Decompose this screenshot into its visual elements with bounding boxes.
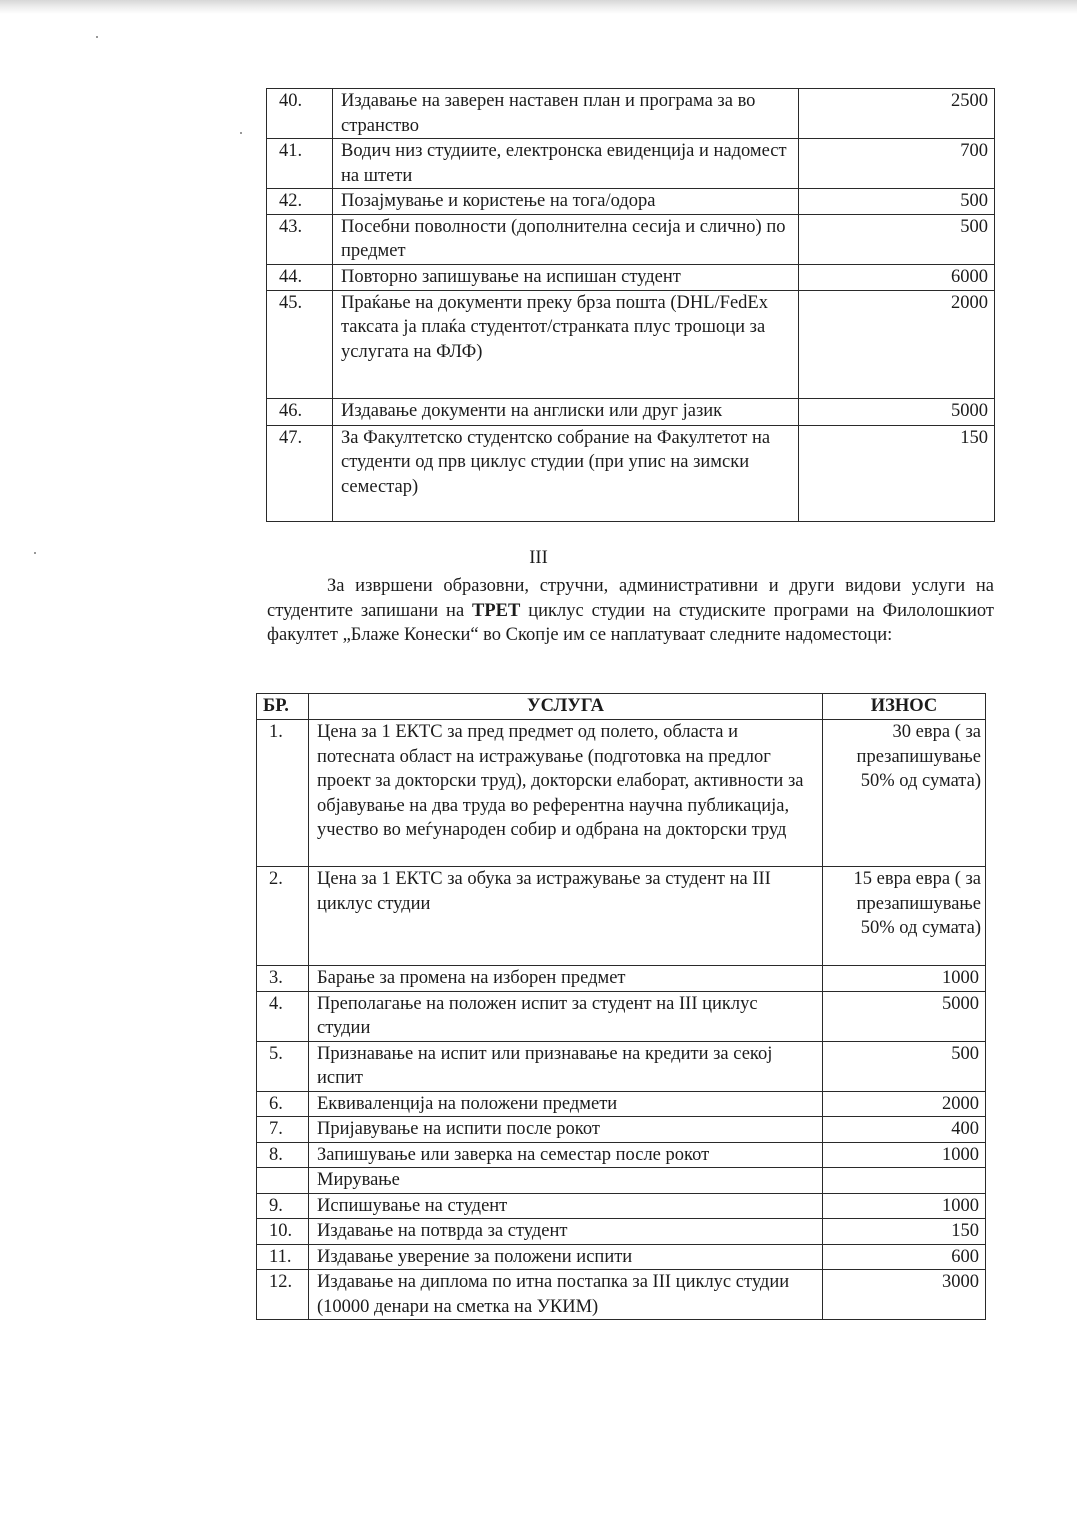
service-cell: Издавање на диплома по итна постапка за III циклус студии (10000 денари на сметка на УКИМ) <box>309 1270 823 1320</box>
amount-cell: 500 <box>823 1041 986 1091</box>
amount-cell: 5000 <box>823 991 986 1041</box>
table-row <box>257 1244 986 1270</box>
table-row <box>257 991 986 1041</box>
amount-cell: 600 <box>823 1244 986 1270</box>
scan-speck <box>240 132 242 134</box>
amount-cell: 400 <box>823 1117 986 1143</box>
table-row <box>267 89 995 139</box>
service-cell: Пријавување на испити после рокот <box>309 1117 823 1143</box>
service-cell: За Факултетско студентско собрание на Факултетот на студенти од прв циклус студии (при упис на зимски семестар) <box>333 425 799 521</box>
service-cell: Посебни поволности (дополнителна сесија и слично) по предмет <box>333 214 799 264</box>
row-number: 7. <box>257 1117 309 1143</box>
amount-cell: 1000 <box>823 1142 986 1168</box>
amount-cell: 500 <box>799 214 995 264</box>
row-number: 41. <box>267 139 333 189</box>
section-paragraph <box>267 574 994 648</box>
table-row <box>267 139 995 189</box>
amount-cell: 1000 <box>823 966 986 992</box>
amount-cell: 2500 <box>799 89 995 139</box>
row-number: 8. <box>257 1142 309 1168</box>
service-cell: Мирување <box>309 1168 823 1194</box>
section-heading: III <box>529 548 548 568</box>
header-amount: ИЗНОС <box>823 694 986 720</box>
table-row <box>257 1117 986 1143</box>
table-row <box>267 189 995 215</box>
row-number: 11. <box>257 1244 309 1270</box>
amount-cell: 2000 <box>799 290 995 398</box>
scan-edge-shadow <box>0 0 1077 14</box>
row-number: 5. <box>257 1041 309 1091</box>
table-row <box>257 1041 986 1091</box>
amount-cell: 500 <box>799 189 995 215</box>
service-cell: Цена за 1 ЕКТС за пред предмет од полето, областа и потесната област на истражување (подготовка на предлог проект за докторски труд), докторски елаборат, активности за објавување на два труда во референтна научна публикација, учество во меѓународен собир и одбрана на докторски труд <box>309 720 823 867</box>
service-cell: Барање за промена на изборен предмет <box>309 966 823 992</box>
row-number: 43. <box>267 214 333 264</box>
service-cell: Издавање уверение за положени испити <box>309 1244 823 1270</box>
service-cell: Преполагање на положен испит за студент на III циклус студии <box>309 991 823 1041</box>
amount-cell: 15 евра евра ( за презапишување 50% од сумата) <box>823 867 986 966</box>
service-cell: Издавање на потврда за студент <box>309 1219 823 1245</box>
service-cell: Водич низ студиите, електронска евиденција и надомест на штети <box>333 139 799 189</box>
amount-cell: 2000 <box>823 1091 986 1117</box>
row-number: 12. <box>257 1270 309 1320</box>
service-cell: Повторно запишување на испишан студент <box>333 264 799 290</box>
table-row <box>267 264 995 290</box>
header-service: УСЛУГА <box>309 694 823 720</box>
row-number <box>257 1168 309 1194</box>
amount-cell: 1000 <box>823 1193 986 1219</box>
row-number: 44. <box>267 264 333 290</box>
table-row <box>267 425 995 521</box>
table-row <box>257 1142 986 1168</box>
row-number: 1. <box>257 720 309 867</box>
service-cell: Признавање на испит или признавање на кредити за секој испит <box>309 1041 823 1091</box>
service-cell: Цена за 1 ЕКТС за обука за истражување за студент на III циклус студии <box>309 867 823 966</box>
row-number: 9. <box>257 1193 309 1219</box>
amount-cell <box>823 1168 986 1194</box>
table-row <box>257 867 986 966</box>
amount-cell: 3000 <box>823 1270 986 1320</box>
service-cell: Позајмување и користење на тога/одора <box>333 189 799 215</box>
row-number: 2. <box>257 867 309 966</box>
service-cell: Испишување на студент <box>309 1193 823 1219</box>
fees-table-continued <box>266 88 995 522</box>
table-row <box>267 398 995 425</box>
table-row <box>267 290 995 398</box>
service-cell: Издавање на заверен наставен план и програма за во странство <box>333 89 799 139</box>
service-cell: Праќање на документи преку брза пошта (DHL/FedEx таксата ја плаќа студентот/странката плус трошоци за услугата на ФЛФ) <box>333 290 799 398</box>
amount-cell: 5000 <box>799 398 995 425</box>
third-cycle-fees-table <box>256 693 986 1320</box>
table-header-row <box>257 694 986 720</box>
row-number: 4. <box>257 991 309 1041</box>
table-row <box>257 1091 986 1117</box>
row-number: 42. <box>267 189 333 215</box>
row-number: 45. <box>267 290 333 398</box>
amount-cell: 150 <box>799 425 995 521</box>
table-row <box>257 1168 986 1194</box>
row-number: 6. <box>257 1091 309 1117</box>
amount-cell: 6000 <box>799 264 995 290</box>
row-number: 40. <box>267 89 333 139</box>
service-cell: Запишување или заверка на семестар после рокот <box>309 1142 823 1168</box>
amount-cell: 30 евра ( за презапишување 50% од сумата) <box>823 720 986 867</box>
header-number: БР. <box>257 694 309 720</box>
row-number: 3. <box>257 966 309 992</box>
table-row <box>257 966 986 992</box>
table-row <box>257 1193 986 1219</box>
service-cell: Еквиваленција на положени предмети <box>309 1091 823 1117</box>
amount-cell: 700 <box>799 139 995 189</box>
service-cell: Издавање документи на англиски или друг јазик <box>333 398 799 425</box>
table-row <box>267 214 995 264</box>
table-row <box>257 1219 986 1245</box>
paragraph-text-start: За извршени образовни, стручни, административни и други видови услуги на студентите запишани на <box>267 576 994 621</box>
row-number: 46. <box>267 398 333 425</box>
scan-speck <box>96 36 98 38</box>
amount-cell: 150 <box>823 1219 986 1245</box>
paragraph-bold-word: ТРЕТ <box>472 600 521 621</box>
table-row <box>257 720 986 867</box>
row-number: 47. <box>267 425 333 521</box>
table-row <box>257 1270 986 1320</box>
row-number: 10. <box>257 1219 309 1245</box>
paragraph-text-end: циклус студии на студиските програми на Филолошкиот факултет „Блаже Конески“ во Скопје им се наплатуваат следните надоместоци: <box>267 600 994 645</box>
